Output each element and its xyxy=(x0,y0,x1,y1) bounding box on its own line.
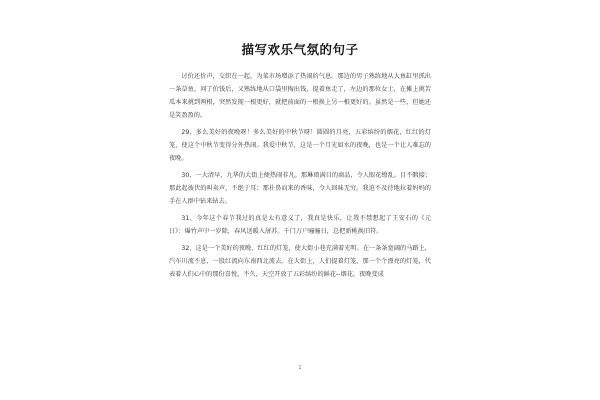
page-number: 1 xyxy=(298,365,302,371)
paragraph-3: 30、一大清早，九华的大街上便热闹非凡。那琳琅满目的商品，令人眼花缭乱。目不暇接；那此起彼伏的叫卖声，不绝于耳；那扑鼻而来的香味，令人回味无穷。我迫不及待地拉着妈妈的手在人群中钻来钻去。 xyxy=(169,172,431,205)
paragraph-4: 31、今年这个春节我过的真是太有意义了，我真是快乐，让我不禁想起了王安石的《元日》：爆竹声中一岁除，春风送暖入屠苏。千门万户曈曈日，总把新桃换旧符。 xyxy=(169,215,431,235)
paragraph-1: 讨价还价声，交织在一起，为菜市场增添了热闹的气息。那边的男子熟练地从大鱼缸里抓出一条草鱼，问了价钱后，又熟练地从口袋里掏出钱，提着鱼走了，左边的那位女士，在摊上挑苦瓜本来挑到两根，突然发现一根更好，就把前面的一根换上另一根更好的。虽然是一些，但她还是笑盈盈的。 xyxy=(169,73,431,119)
paragraph-5: 32、这是一个美好的夜晚，红红的灯笼，使大街小巷充满着光明。在一条条宽阔的马路上，汽车川流不息，一股红流向东南西北流去。在大街上，人们提着灯笼，那一个个漂亮的灯笼，代表着人们心中的那份喜悦。不久，天空开放了五彩缤纷的鲜花--烟花。夜晚变成 xyxy=(169,245,431,278)
paragraph-2: 29、多么美好的夜晚呀！多么美好的中秋节呀！圆圆的月亮，五彩缤纷的烟花，红红的灯笼，使这个中秋节变得分外热闹。我爱中秋节，这是一个月光如水的夜晚，也是一个让人难忘的夜晚。 xyxy=(169,129,431,162)
document-title: 描写欢乐气氛的句子 xyxy=(241,42,359,57)
document-body xyxy=(169,70,431,285)
